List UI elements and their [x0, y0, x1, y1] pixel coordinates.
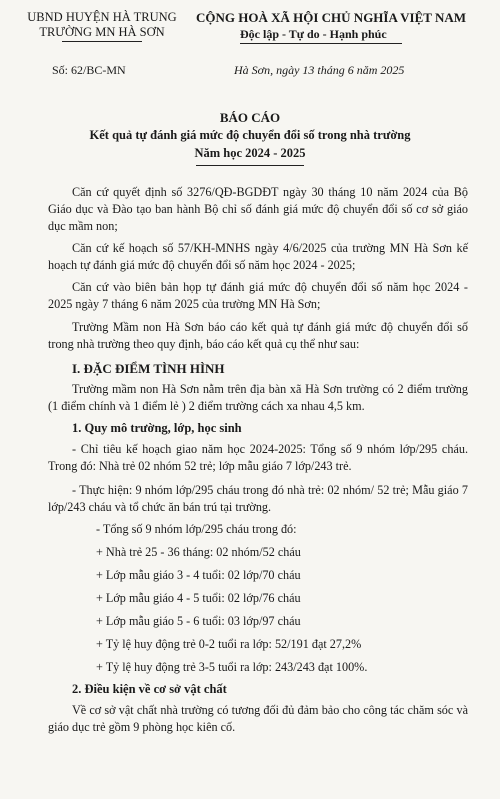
- org-line-1: UBND HUYỆN HÀ TRUNG: [27, 10, 177, 24]
- intro-paragraph: Căn cứ kế hoạch số 57/KH-MNHS ngày 4/6/2025 của trường MN Hà Sơn kế hoạch tự đánh giá mức độ chuyển đổi số năm học 2024 - 2025;: [48, 241, 468, 272]
- list-item: + Lớp mẫu giáo 3 - 4 tuổi: 02 lớp/70 cháu: [96, 568, 301, 582]
- subsection-paragraph: - Thực hiện: 9 nhóm lớp/295 cháu trong đó nhà trẻ: 02 nhóm/ 52 trẻ; Mẫu giáo 7 lớp/243 cháu và tổ chức ăn bán trú tại trường.: [48, 483, 468, 514]
- list-item: + Tỷ lệ huy động trẻ 3-5 tuổi ra lớp: 243/243 đạt 100%.: [96, 660, 368, 674]
- list-item: - Tổng số 9 nhóm lớp/295 cháu trong đó:: [96, 522, 297, 536]
- org-line-2: TRƯỜNG MN HÀ SƠN: [39, 25, 165, 39]
- national-motto: Độc lập - Tự do - Hạnh phúc: [240, 27, 387, 41]
- list-item: + Lớp mẫu giáo 5 - 6 tuổi: 03 lớp/97 cháu: [96, 614, 301, 628]
- title-underline: [196, 165, 304, 166]
- list-item: + Lớp mẫu giáo 4 - 5 tuổi: 02 lớp/76 cháu: [96, 591, 301, 605]
- document-date: Hà Sơn, ngày 13 tháng 6 năm 2025: [234, 63, 405, 77]
- national-title: CỘNG HOÀ XÃ HỘI CHỦ NGHĨA VIỆT NAM: [196, 10, 467, 25]
- document-number: Số: 62/BC-MN: [52, 63, 126, 77]
- intro-paragraph: Căn cứ quyết định số 3276/QĐ-BGDĐT ngày 30 tháng 10 năm 2024 của Bộ Giáo dục và Đào tạo ban hành Bộ chỉ số đánh giá mức độ chuyển đổi số cơ sở giáo dục mầm non;: [48, 185, 468, 233]
- motto-underline: [240, 43, 402, 44]
- list-item: + Tỷ lệ huy động trẻ 0-2 tuổi ra lớp: 52/191 đạt 27,2%: [96, 637, 362, 651]
- section-heading: I. ĐẶC ĐIỂM TÌNH HÌNH: [72, 361, 225, 376]
- subsection-paragraph: - Chỉ tiêu kế hoạch giao năm học 2024-2025: Tổng số 9 nhóm lớp/295 cháu. Trong đó: Nhà trẻ 02 nhóm 52 trẻ; lớp mẫu giáo 7 lớp/243 trẻ.: [48, 442, 468, 473]
- list-item: + Nhà trẻ 25 - 36 tháng: 02 nhóm/52 cháu: [96, 545, 301, 559]
- org-underline: [62, 41, 142, 42]
- section-paragraph: Trường mầm non Hà Sơn nằm trên địa bàn xã Hà Sơn trường có 2 điểm trường (1 điểm chính và 1 điểm lẻ ) 2 điểm trường cách xa nhau 4,5 km.: [48, 382, 468, 413]
- subsection-paragraph: Về cơ sở vật chất nhà trường có tương đối đủ đảm bảo cho công tác chăm sóc và giáo dục trẻ gồm 9 phòng học kiên cố.: [48, 703, 468, 734]
- intro-paragraph: Trường Mầm non Hà Sơn báo cáo kết quả tự đánh giá mức độ chuyển đổi số trong nhà trường theo quy định, báo cáo kết quả cụ thể như sau:: [48, 320, 468, 351]
- report-subtitle-1: Kết quả tự đánh giá mức độ chuyển đổi số trong nhà trường: [89, 128, 411, 142]
- issuing-organization: [22, 10, 182, 40]
- subsection-heading: 1. Quy mô trường, lớp, học sinh: [72, 421, 242, 435]
- report-subtitle-2: Năm học 2024 - 2025: [194, 146, 306, 160]
- intro-paragraph: Căn cứ vào biên bản họp tự đánh giá mức độ chuyển đổi số năm học 2024 - 2025 ngày 7 tháng 6 năm 2025 của trường MN Hà Sơn;: [48, 280, 468, 311]
- report-title: BÁO CÁO: [219, 110, 281, 125]
- subsection-heading: 2. Điều kiện về cơ sở vật chất: [72, 682, 227, 696]
